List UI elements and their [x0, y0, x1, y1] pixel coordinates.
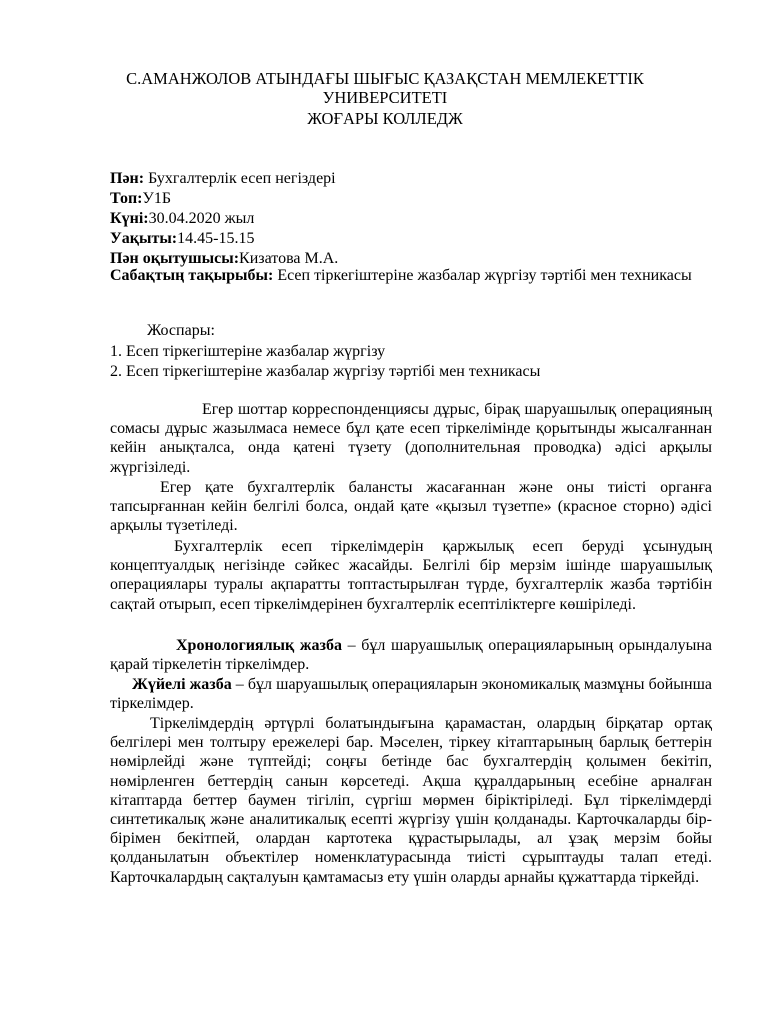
paragraph-registers: Бухгалтерлік есеп тіркелімдерін қаржылық есеп беруді ұсынудың концептуалдық негізінде сәйкес жасайды. Белгілі бір мерзім ішінде шаруашылық операциялары туралы ақпаратты топтастырылған түрде, бухгалтерлік жазба тәртібін сақтай отырып, есеп тіркелімдерінен бухгалтерлік есептіліктерге көшіріледі. — [110, 538, 712, 613]
date-label: Күні: — [110, 210, 149, 227]
paragraph-correction: Егер шоттар корреспонденциясы дұрыс, бірақ шаруашылық операцияның сомасы дұрыс жазылмаса немесе бұл қате есеп тіркелімінде қорытынды жысалғаннан кейін анықталса, онда қатені түзету (дополнительная проводка) әдісі арқылы жүргізіледі. — [110, 401, 712, 476]
subject-value: Бухгалтерлік есеп негіздері — [144, 170, 336, 187]
college-name: ЖОҒАРЫ КОЛЛЕДЖ — [307, 109, 463, 128]
time-label: Уақыты: — [110, 230, 178, 247]
paragraph-systematic — [110, 675, 712, 713]
university-name: С.АМАНЖОЛОВ АТЫНДАҒЫ ШЫҒЫС ҚАЗАҚСТАН МЕМЛЕКЕТТІК — [126, 69, 644, 88]
university-name-cont: УНИВЕРСИТЕТІ — [322, 88, 448, 107]
time-value: 14.45-15.15 — [177, 230, 255, 247]
paragraph-chronological — [110, 636, 712, 674]
term-chronological: Хронологиялық жазба — [176, 637, 342, 654]
topic-label: Сабақтың тақырыбы: — [110, 267, 274, 284]
group-label: Топ: — [110, 190, 143, 207]
topic-line — [110, 266, 716, 285]
date-value: 30.04.2020 жыл — [148, 210, 255, 227]
teacher-label: Пән оқытушысы: — [110, 250, 240, 267]
subject-line — [110, 169, 720, 188]
topic-value: Есеп тіркегіштеріне жазбалар жүргізу тәртібі мен техникасы — [273, 267, 692, 284]
paragraph-red-storno: Егер қате бухгалтерлік балансты жасағаннан және оны тиісті органға тапсырғаннан кейін белгілі болса, ондай қате «қызыл түзетпе» (красное сторно) әдісі арқылы түзетіледі. — [110, 479, 712, 535]
term-systematic: Жүйелі жазба — [132, 676, 232, 693]
paragraph-register-rules: Тіркелімдердің әртүрлі болатындығына қарамастан, олардың бірқатар ортақ белгілері мен толтыру ережелері бар. Мәселен, тіркеу кітаптарының барлық беттерін нөмірлейді және түптейді; соңғы бетінде бас бухгалтердің қолымен бекітіп, нөмірленген беттердің санын көрсетеді. Ақша құралдарының есебіне арналған кітаптарда беттер баумен тігіліп, сүргіш мөрмен біріктіріледі. Бұл тіркелімдерді синтетикалық және аналитикалық есепті жүргізу үшін қолданады. Карточкаларды бір-бірімен бекітпей, олардан картотека құрастырылады, ал ұзақ мерзім бойы қолданылатын объектілер номенклатурасында тиісті сұрыптауды талап етеді. Карточкалардың сақталуын қамтамасыз ету үшін оларды арнайы құжаттарда тіркейді. — [110, 715, 712, 886]
definition-systematic: – бұл шаруашылық операцияларын экономикалық мазмұны бойынша тіркелімдер. — [110, 676, 713, 713]
plan-item: 1. Есеп тіркегіштеріне жазбалар жүргізу — [110, 343, 386, 360]
date-line — [110, 209, 720, 228]
plan-title: Жоспары: — [147, 322, 215, 339]
time-line — [110, 229, 720, 248]
definition-chronological: – бұл шаруашылық операцияларының орындалуына қарай тіркелетін тіркелімдер. — [110, 637, 712, 674]
group-line — [110, 189, 720, 208]
plan-item: 2. Есеп тіркегіштеріне жазбалар жүргізу тәртібі мен техникасы — [110, 363, 541, 380]
teacher-value: Кизатова М.А. — [239, 250, 339, 267]
subject-label: Пән: — [110, 170, 145, 187]
group-value: У1Б — [142, 190, 172, 207]
